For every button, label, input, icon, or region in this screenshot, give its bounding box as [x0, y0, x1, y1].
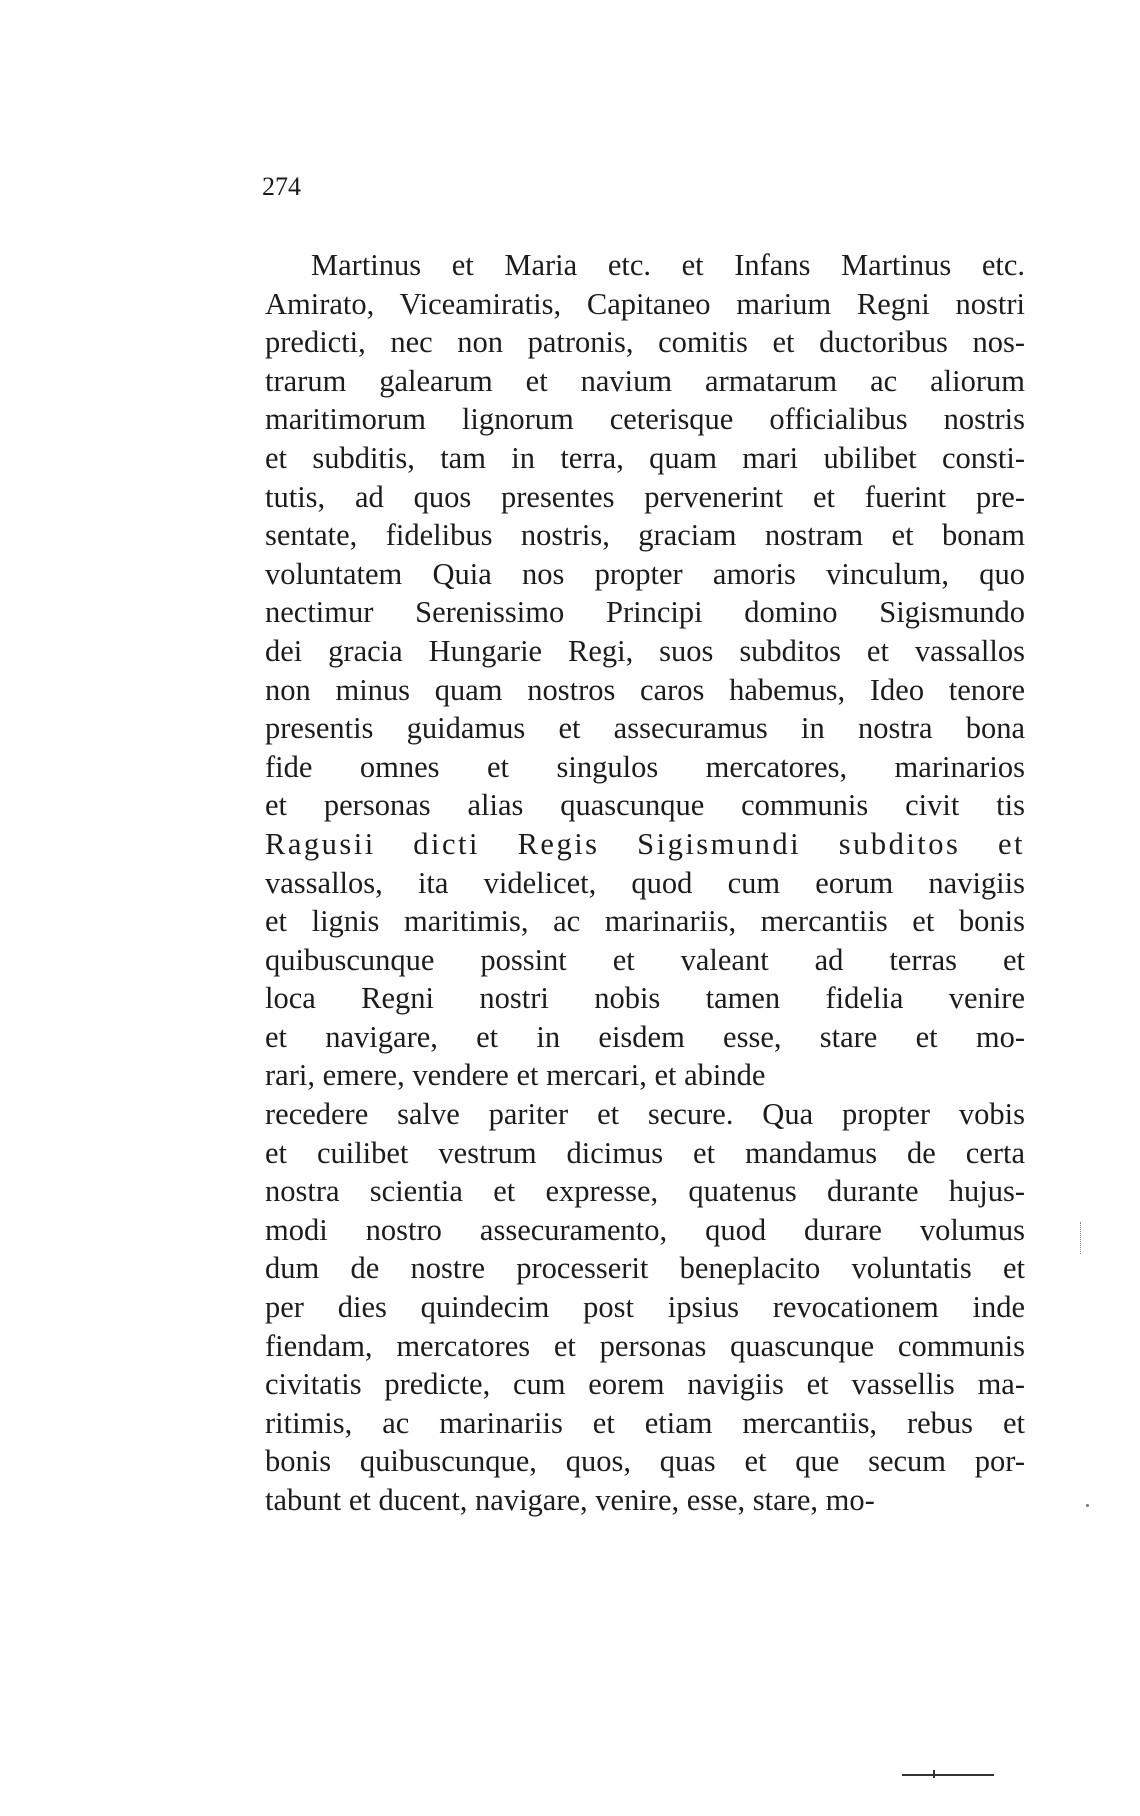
text-line: fiendam, mercatores et personas quascunque communis	[265, 1328, 1025, 1363]
text-line: tutis, ad quos presentes pervenerint et fuerint pre-	[265, 479, 1025, 514]
margin-mark	[1080, 1222, 1082, 1254]
text-line: et cuilibet vestrum dicimus et mandamus de certa	[265, 1135, 1025, 1170]
text-line: bonis quibuscunque, quos, quas et que secum por-	[265, 1444, 1025, 1479]
page-number: 274	[262, 172, 301, 201]
text-line: et lignis maritimis, ac marinariis, mercantiis et bonis	[265, 904, 1025, 939]
body-text	[265, 246, 1025, 1520]
text-line: et subditis, tam in terra, quam mari ubilibet consti-	[265, 440, 1025, 475]
footer-tick	[933, 1770, 935, 1778]
text-line: civitatis predicte, cum eorem navigiis et vassellis ma-	[265, 1367, 1025, 1402]
text-line: tabunt et ducent, navigare, venire, esse, stare, mo-	[265, 1483, 875, 1517]
text-line: nectimur Serenissimo Principi domino Sigismundo	[265, 595, 1025, 630]
text-line: quibuscunque possint et valeant ad terras et	[265, 942, 1025, 977]
text-line: recedere salve pariter et secure. Qua propter vobis	[265, 1097, 1025, 1132]
text-line: maritimorum lignorum ceterisque officialibus nostris	[265, 402, 1025, 437]
text-line: sentate, fidelibus nostris, graciam nostram et bonam	[265, 518, 1025, 553]
text-line: rari, emere, vendere et mercari, et abinde	[265, 1058, 766, 1093]
text-line: Amirato, Viceamiratis, Capitaneo marium Regni nostri	[265, 286, 1025, 321]
scan-speck	[1086, 1504, 1089, 1507]
text-line: fide omnes et singulos mercatores, marinarios	[265, 749, 1025, 784]
text-line: presentis guidamus et assecuramus in nostra bona	[265, 711, 1025, 746]
text-line: dum de nostre processerit beneplacito voluntatis et	[265, 1251, 1025, 1286]
text-line: vassallos, ita videlicet, quod cum eorum navigiis	[265, 865, 1025, 900]
text-line: dei gracia Hungarie Regi, suos subditos et vassallos	[265, 633, 1025, 668]
text-line: voluntatem Quia nos propter amoris vinculum, quo	[265, 556, 1025, 591]
text-line: non minus quam nostros caros habemus, Ideo tenore	[265, 672, 1025, 707]
text-line: loca Regni nostri nobis tamen fidelia venire	[265, 981, 1025, 1016]
text-line: per dies quindecim post ipsius revocationem inde	[265, 1290, 1025, 1325]
text-line: ritimis, ac marinariis et etiam mercantiis, rebus et	[265, 1405, 1025, 1440]
text-line: Ragusii dicti Regis Sigismundi subditos et	[265, 826, 1025, 861]
footer-rule	[902, 1774, 994, 1776]
text-line: trarum galearum et navium armatarum ac aliorum	[265, 363, 1025, 398]
text-line: Martinus et Maria etc. et Infans Martinus etc.	[311, 248, 1025, 282]
text-line: et personas alias quascunque communis civit tis	[265, 788, 1025, 823]
text-line: et navigare, et in eisdem esse, stare et mo-	[265, 1019, 1025, 1054]
text-line: nostra scientia et expresse, quatenus durante hujus-	[265, 1174, 1025, 1209]
text-line: modi nostro assecuramento, quod durare volumus	[265, 1212, 1025, 1247]
text-line: predicti, nec non patronis, comitis et ductoribus nos-	[265, 325, 1025, 360]
